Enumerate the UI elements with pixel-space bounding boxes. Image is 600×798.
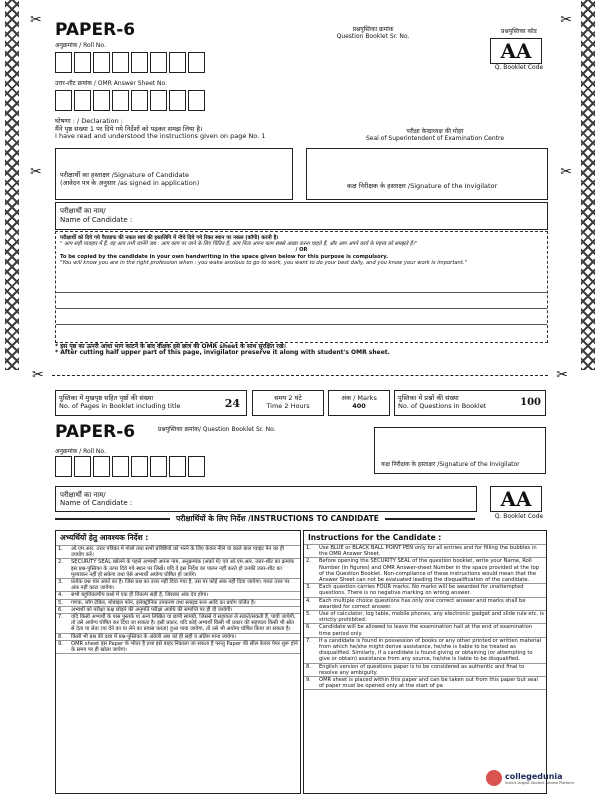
instruction-text: Each question carries FOUR marks. No marks will be awarded for unattempted questions. There is no negative marking on wrong answer.: [317, 584, 546, 597]
time-info: समय 2 घंटे Time 2 Hours: [252, 390, 324, 416]
pages-info: पुस्तिका में मुखपृष्ठ सहित पृष्ठों की संख्या No. of Pages in Booklet including title 24: [55, 390, 247, 416]
instruction-number: 2.: [304, 558, 317, 584]
invigilator-signature-box-2[interactable]: कक्ष निरीक्षक के हस्ताक्षर /Signature of the Invigilator: [374, 427, 546, 474]
instruction-number: 3.: [304, 584, 317, 597]
candidate-signature-box[interactable]: परीक्षार्थी का हस्ताक्षर /Signature of Candidate (आवेदन पत्र के अनुसार /as signed in application): [55, 148, 293, 200]
roll-no-label-2: अनुक्रमांक / Roll No.: [55, 448, 106, 455]
instruction-row: [304, 677, 546, 690]
marks-info: अंक / Marks 400: [328, 390, 390, 416]
instruction-number: 2.: [56, 559, 69, 579]
instruction-row: [56, 633, 300, 640]
candidate-name-field[interactable]: परीक्षार्थी का नाम/ Name of Candidate :: [55, 202, 548, 230]
booklet-sr-label-2: प्रश्नपुस्तिका क्रमांक/ Question Booklet Sr. No.: [158, 426, 276, 433]
instruction-row: [304, 637, 546, 663]
cut-line: [52, 375, 548, 376]
instruction-text: Before opening the SECURITY SEAL of the question booklet, write your Name, Roll Number (in figures) and OMR Answer-sheet Number in the space provided at the top of the Question Booklet. Non-compliance of these instructions would mean that the Answer Sheet can not be evaluated leading the disqualification of the candidate.: [317, 558, 546, 584]
booklet-code-2: AA: [490, 486, 542, 512]
instruction-text: यदि किसी अभ्यर्थी के पास पुस्तकें या अन्य लिखित या छापी सामग्री, जिससे वे सहायता ले सकते/सकती हैं, पायी जायेगी, तो उसे अयोग्य घोषित कर दिया जा सकता है। इसी प्रकार, यदि कोई अभ्यर्थी किसी भी प्रकार की सहायता किसी भी स्रोत से देता या लेता (या देने का या लेने का प्रयास करता) हुआ पाया जायेगा, तो उसे भी अयोग्य घोषित किया जा सकता है।: [69, 614, 300, 634]
instruction-number: 8.: [56, 633, 69, 640]
scissor-icon: ✂: [30, 12, 42, 28]
booklet-sr-label: प्रश्नपुस्तिका क्रमांक Question Booklet Sr. No.: [336, 26, 410, 40]
hindi-instruction-list: [56, 546, 300, 654]
booklet-code-label-en-2: Q. Booklet Code: [494, 513, 544, 520]
instruction-text: Use of calculator, log table, mobile phones, any electronic gadget and slide rule etc. is strictly prohibited.: [317, 611, 546, 624]
instruction-number: 9.: [56, 640, 69, 653]
seal-label: परीक्षा केन्द्राध्यक्ष की मोहर Seal of Superintendent of Examination Centre: [365, 128, 505, 142]
collegedunia-logo-icon: [486, 770, 502, 786]
booklet-code: AA: [490, 38, 542, 64]
instruction-row: [304, 545, 546, 558]
scissor-icon: ✂: [560, 164, 572, 180]
scissor-icon: ✂: [32, 367, 44, 383]
invigilator-signature-box[interactable]: कक्ष निरीक्षक के हस्ताक्षर /Signature of the Invigilator: [306, 148, 548, 200]
english-instruction-list: [304, 545, 546, 690]
instruction-row: [304, 597, 546, 610]
scissor-icon: ✂: [560, 12, 572, 28]
instruction-text: गणक, लॉग टेबिल, मोबाइल फोन, इलेक्ट्रॉनिक उपकरण तथा स्लाइड रूल आदि का प्रयोग वर्जित है।: [69, 599, 300, 606]
paper-title-2: PAPER-6: [55, 422, 136, 442]
instruction-text: ओ.एम.आर. उत्तर पत्रिका में गोलों तथा सभी प्रविष्टियों को भरने के लिए केवल नीले या काले बाल प्वाइंट पेन का ही उपयोग करें।: [69, 546, 300, 559]
instruction-row: [56, 546, 300, 559]
instruction-text: Each multiple choice questions has only one correct answer and marks shall be awarded for correct answer.: [317, 597, 546, 610]
watermark: collegedunia India's largest Student Review Platform: [486, 770, 574, 786]
decorative-border-left: [5, 0, 19, 370]
instruction-number: 6.: [56, 606, 69, 613]
instruction-number: 7.: [304, 637, 317, 663]
instruction-text: If a candidate is found in possession of books or any other printed or written material from which he/she might derive assistance, he/she is liable to be treated as disqualified. Similarly, if a candidate is found giving or obtaining (or attempting to give or obtain) assistance from any source, he/she is liable to be disqualified.: [317, 637, 546, 663]
instruction-number: 5.: [304, 611, 317, 624]
booklet-code-label-en: Q. Booklet Code: [494, 64, 544, 71]
instruction-text: सभी बहुविकल्पीय प्रश्नों में एक ही विकल्प सही है, जिसका अंक देय होगा।: [69, 592, 300, 599]
instruction-number: 6.: [304, 624, 317, 637]
instruction-row: [56, 592, 300, 599]
instruction-number: 8.: [304, 663, 317, 676]
declaration: घोषणा : / Declaration : मैंने पृष्ठ संख्या 1 पर दिये गये निर्देशों को पढ़कर समझ लिया है। I have read and understood the instructions given on page No. 1: [55, 117, 266, 140]
instruction-text: अभ्यर्थी को परीक्षा कक्ष छोड़ने की अनुमति परीक्षा अवधि की समाप्ति पर ही दी जायेगी।: [69, 606, 300, 613]
omr-no-label: उत्तर-शीट क्रमांक / OMR Answer Sheet No.: [55, 80, 168, 87]
instruction-text: प्रत्येक प्रश्न चार अंकों का है। जिस प्रश्न का उत्तर नहीं दिया गया है, उस पर कोई अंक नहीं दिया जायेगा। गलत उत्तर पर अंक नहीं काटा जायेगा।: [69, 579, 300, 592]
english-instructions: Instructions for the Candidate : 1. Use BLUE or BLACK BALL POINT PEN only for all entries and for filling the bubbles in the OMR Answer Sheet. 2. Before opening the SECURITY SEAL of the question booklet, write your Name, Roll Number (in figures) and OMR Answer-sheet Number in the space provided at the top of the Question Booklet. Non-compliance of these instructions would mean that the Answer Sheet can not be evaluated leading the disqualification of the candidate. 3. Each question carries FOUR marks. No marks will be awarded for unattempted questions. There is no negative marking on wrong answer. 4. Each multiple choice questions has only one correct answer and marks shall be awarded for correct answer. 5. Use of calculator, log table, mobile phones, any electronic gadget and slide rule etc. is strictly prohibited. 6. Candidate will be allowed to leave the examination hall at the end of examination time period only. 7. If a candidate is found in possession of books or any other printed or written material from which he/she might derive assistance, he/she is liable to be treated as disqualified. Similarly, if a candidate is found giving or obtaining (or attempting to give or obtain) assistance from any source, he/she is liable to be disqualified. 8. English version of questions paper is to be considered as authentic and final to resolve any ambiguity. 9. OMR sheet is placed within this paper and can be taken out from this paper but seal of paper must be opened only at the start of pa: [303, 530, 547, 794]
cut-note: * इस पृष्ठ का ऊपरी आधा भाग काटने के बाद वीक्षक इसे छात्र की OMR sheet के साथ सुरक्षित रखे। * After cutting half upper part of this page, invigilator preserve it along with student's OMR sheet.: [55, 343, 390, 357]
instruction-row: [56, 606, 300, 613]
instruction-number: 9.: [304, 677, 317, 690]
instruction-number: 4.: [56, 592, 69, 599]
instruction-row: [304, 611, 546, 624]
instruction-text: Use BLUE or BLACK BALL POINT PEN only for all entries and for filling the bubbles in the OMR Answer Sheet.: [317, 545, 546, 558]
instruction-row: [56, 559, 300, 579]
instructions-heading: परीक्षार्थियों के लिए निर्देश /INSTRUCTIONS TO CANDIDATE: [170, 514, 385, 524]
questions-info: पुस्तिका में प्रश्नों की संख्या No. of Questions in Booklet 100: [394, 390, 546, 416]
roll-no-boxes-2[interactable]: [55, 456, 207, 477]
instruction-row: [304, 584, 546, 597]
copy-paragraph-box[interactable]: परीक्षार्थी को दिये गये पैराग्राफ की नकल स्वयं की हस्तलिपि में नीचे दिये गये रिक्त स्थान पर नकल (कॉपी) करनी है। " आप सही व्यवहार में हैं, यह आप तभी जानेंगे जब : आप काम पर जाने के लिए चिंतित हैं, आप नित्य अपना काम सबसे अच्छा करना चाहते हैं, और आप अपने कार्य के महत्त्व को समझते हैं।" / OR To be copied by the candidate in your own handwriting in the space given below for this purpose is compulsory. "You will know you are in the right profession when : you wake anxious to go to work, you want to do your best daily, and you know your work is important.": [55, 231, 548, 343]
instruction-row: [304, 558, 546, 584]
scissor-icon: ✂: [30, 164, 42, 180]
booklet-code-label-hi: प्रश्नपुस्तिका कोड: [501, 28, 537, 35]
instruction-text: OMR sheet is placed within this paper and can be taken out from this paper but seal of paper must be opened only at the start of pa: [317, 677, 546, 690]
paper-title: PAPER-6: [55, 20, 136, 40]
instruction-text: किसी भी प्रश्न की दशा में प्रश्न-पुस्तिका के अंग्रेजी अंश को ही सही व अंतिम माना जायेगा।: [69, 633, 300, 640]
decorative-border-right: [581, 0, 595, 370]
instruction-text: English version of questions paper is to be considered as authentic and final to resolve any ambiguity.: [317, 663, 546, 676]
instruction-text: OMR sheet इस Paper के भीतर है तथा इसे बाहर निकाला जा सकता है परन्तु Paper की सील केवल पेपर शुरू होने के समय पर ही खोला जायेगा।: [69, 640, 300, 653]
instruction-row: [56, 614, 300, 634]
scissor-icon: ✂: [556, 367, 568, 383]
instruction-number: 7.: [56, 614, 69, 634]
instruction-text: Candidate will be allowed to leave the examination hall at the end of examination time period only.: [317, 624, 546, 637]
instruction-row: [304, 624, 546, 637]
instruction-number: 1.: [304, 545, 317, 558]
instruction-row: [56, 579, 300, 592]
instruction-row: [56, 640, 300, 653]
instruction-number: 5.: [56, 599, 69, 606]
candidate-name-field-2[interactable]: परीक्षार्थी का नाम/ Name of Candidate :: [55, 486, 477, 512]
instruction-number: 3.: [56, 579, 69, 592]
instruction-text: SECURITY SEAL खोलने के पहले अभ्यर्थी अपना नाम, अनुक्रमांक (अंकों में) एवं ओ.एम.आर. उत्तर-शीट का क्रमांक इस प्रश्न-पुस्तिका के ऊपर दिये गये स्थान पर लिखें। यदि वे इस निर्देश का पालन नहीं करते हो उनकी उत्तर-शीट का मूल्यांकन नहीं हो सकेगा तथा ऐसे अभ्यर्थी अयोग्य घोषित हो जायेंगे।: [69, 559, 300, 579]
instruction-row: [56, 599, 300, 606]
roll-no-boxes[interactable]: [55, 52, 207, 73]
hindi-instructions: अभ्यर्थियों हेतु आवश्यक निर्देश : 1. ओ.एम.आर. उत्तर पत्रिका में गोलों तथा सभी प्रविष्टियों को भरने के लिए केवल नीले या काले बाल प्वाइंट पेन का ही उपयोग करें। 2. SECURITY SEAL खोलने के पहले अभ्यर्थी अपना नाम, अनुक्रमांक (अंकों में) एवं ओ.एम.आर. उत्तर-शीट का क्रमांक इस प्रश्न-पुस्तिका के ऊपर दिये गये स्थान पर लिखें। यदि वे इस निर्देश का पालन नहीं करते हो उनकी उत्तर-शीट का मूल्यांकन नहीं हो सकेगा तथा ऐसे अभ्यर्थी अयोग्य घोषित हो जायेंगे। 3. प्रत्येक प्रश्न चार अंकों का है। जिस प्रश्न का उत्तर नहीं दिया गया है, उस पर कोई अंक नहीं दिया जायेगा। गलत उत्तर पर अंक नहीं काटा जायेगा। 4. सभी बहुविकल्पीय प्रश्नों में एक ही विकल्प सही है, जिसका अंक देय होगा। 5. गणक, लॉग टेबिल, मोबाइल फोन, इलेक्ट्रॉनिक उपकरण तथा स्लाइड रूल आदि का प्रयोग वर्जित है। 6. अभ्यर्थी को परीक्षा कक्ष छोड़ने की अनुमति परीक्षा अवधि की समाप्ति पर ही दी जायेगी। 7. यदि किसी अभ्यर्थी के पास पुस्तकें या अन्य लिखित या छापी सामग्री, जिससे वे सहायता ले सकते/सकती हैं, पायी जायेगी, तो उसे अयोग्य घोषित कर दिया जा सकता है। इसी प्रकार, यदि कोई अभ्यर्थी किसी भी प्रकार की सहायता किसी भी स्रोत से देता या लेता (या देने का या लेने का प्रयास करता) हुआ पाया जायेगा, तो उसे भी अयोग्य घोषित किया जा सकता है। 8. किसी भी प्रश्न की दशा में प्रश्न-पुस्तिका के अंग्रेजी अंश को ही सही व अंतिम माना जायेगा। 9. OMR sheet इस Paper के भीतर है तथा इसे बाहर निकाला जा सकता है परन्तु Paper की सील केवल पेपर शुरू होने के समय पर ही खोला जायेगा।: [55, 530, 301, 794]
omr-no-boxes[interactable]: [55, 90, 207, 111]
instruction-number: 1.: [56, 546, 69, 559]
instruction-row: [304, 663, 546, 676]
instruction-number: 4.: [304, 597, 317, 610]
roll-no-label: अनुक्रमांक / Roll No.: [55, 42, 106, 49]
